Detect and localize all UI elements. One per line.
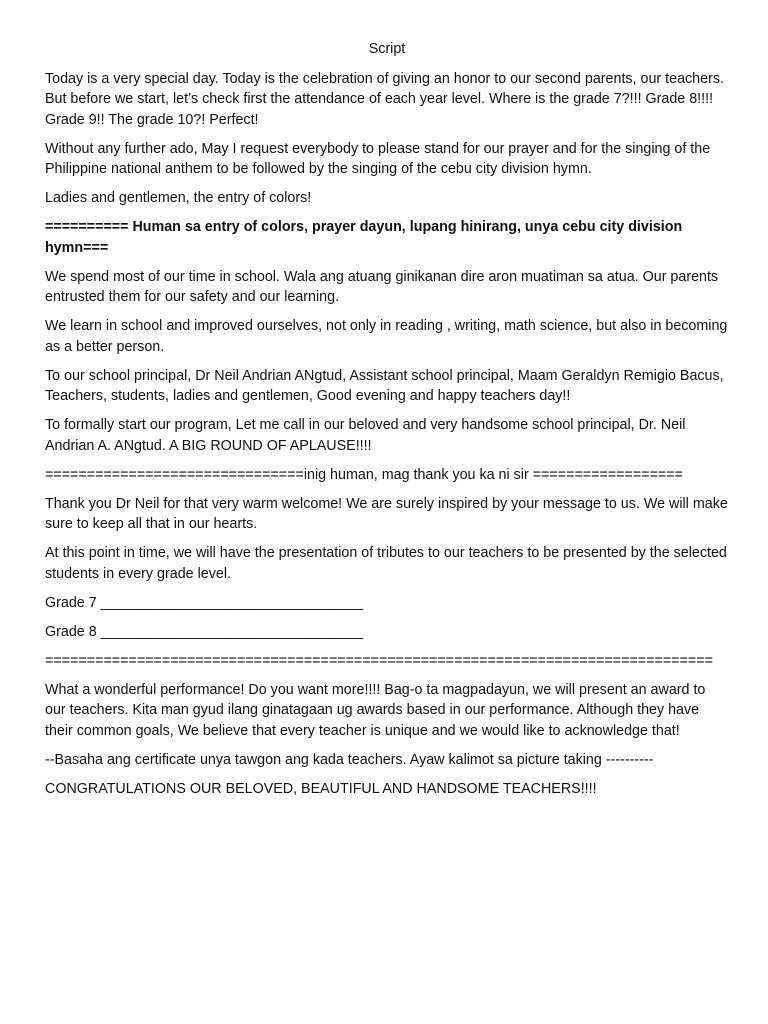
- paragraph-thank-you: Thank you Dr Neil for that very warm welcome! We are surely inspired by your message to us. We will make sure to keep all that in our hearts.: [45, 495, 728, 532]
- paragraph-congratulations: CONGRATULATIONS OUR BELOVED, BEAUTIFUL AND HANDSOME TEACHERS!!!!: [45, 780, 597, 797]
- paragraph-greetings: To our school principal, Dr Neil Andrian ANgtud, Assistant school principal, Maam Geraldyn Remigio Bacus, Teachers, students, ladies and gentlemen, Good evening and happy teachers day!!: [45, 367, 724, 404]
- stage-note-entry-of-colors: ========== Human sa entry of colors, prayer dayun, lupang hinirang, unya cebu city division hymn===: [45, 219, 683, 256]
- paragraph-entry-of-colors: Ladies and gentlemen, the entry of colors!: [45, 190, 312, 206]
- grade-7-line: Grade 7 _________________________________: [45, 594, 364, 611]
- paragraph-tributes: At this point in time, we will have the presentation of tributes to our teachers to be presented by the selected students in every grade level.: [45, 545, 727, 582]
- separator-line: ================================================================================: [45, 652, 713, 669]
- stage-note-certificate: --Basaha ang certificate unya tawgon ang kada teachers. Ayaw kalimot sa picture taking ----------: [45, 751, 654, 768]
- paragraph-learning: We learn in school and improved ourselves, not only in reading , writing, math science, but also in becoming as a better person.: [45, 318, 728, 355]
- grade-8-line: Grade 8 _________________________________: [45, 623, 364, 640]
- paragraph-time-in-school: We spend most of our time in school. Wala ang atuang ginikanan dire aron muatiman sa atua. Our parents entrusted them for our safety and our learning.: [45, 268, 719, 305]
- paragraph-prayer-request: Without any further ado, May I request everybody to please stand for our prayer and for the singing of the Philippine national anthem to be followed by the singing of the cebu city division hymn.: [45, 140, 711, 177]
- stage-note-thank-sir: ===============================inig human, mag thank you ka ni sir ==================: [45, 466, 683, 483]
- page-title: Script: [368, 41, 406, 57]
- paragraph-awards: What a wonderful performance! Do you want more!!!! Bag-o ta magpadayun, we will present an award to our teachers. Kita man gyud ilang ginatagaan ug awards based in our performance. Although they have their common goals, We believe that every teacher is unique and we would like to acknowledge that!: [45, 681, 706, 739]
- script-content: [45, 39, 729, 808]
- paragraph-call-principal: To formally start our program, Let me call in our beloved and very handsome school principal, Dr. Neil Andrian A. ANgtud. A BIG ROUND OF APLAUSE!!!!: [45, 417, 686, 454]
- paragraph-opening: Today is a very special day. Today is the celebration of giving an honor to our second parents, our teachers. But before we start, let’s check first the attendance of each year level. Where is the grade 7?!!! Grade 8!!!! Grade 9!! The grade 10?! Perfect!: [45, 70, 724, 128]
